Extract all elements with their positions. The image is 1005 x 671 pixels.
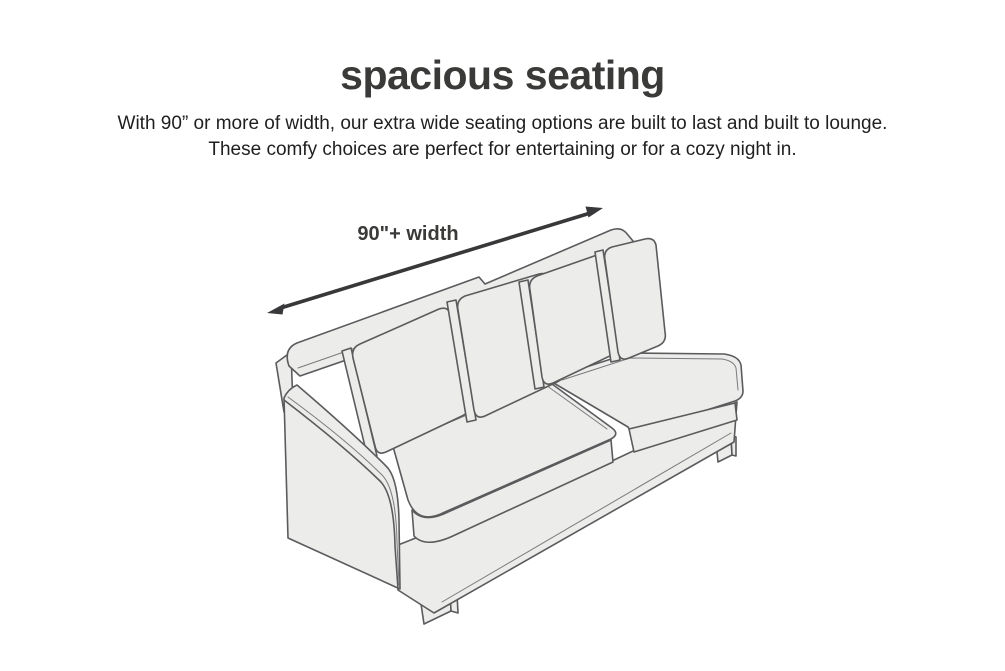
dimension-arrow-head-left [267,304,285,315]
description-line-2: These comfy choices are perfect for entertaining or for a cozy night in. [208,139,797,160]
description-line-1: With 90” or more of width, our extra wide seating options are built to last and built to lounge. [117,113,888,134]
page-title: spacious seating [340,52,665,98]
width-dimension-label: 90"+ width [357,223,459,245]
dimension-arrow-head-right [586,207,604,218]
